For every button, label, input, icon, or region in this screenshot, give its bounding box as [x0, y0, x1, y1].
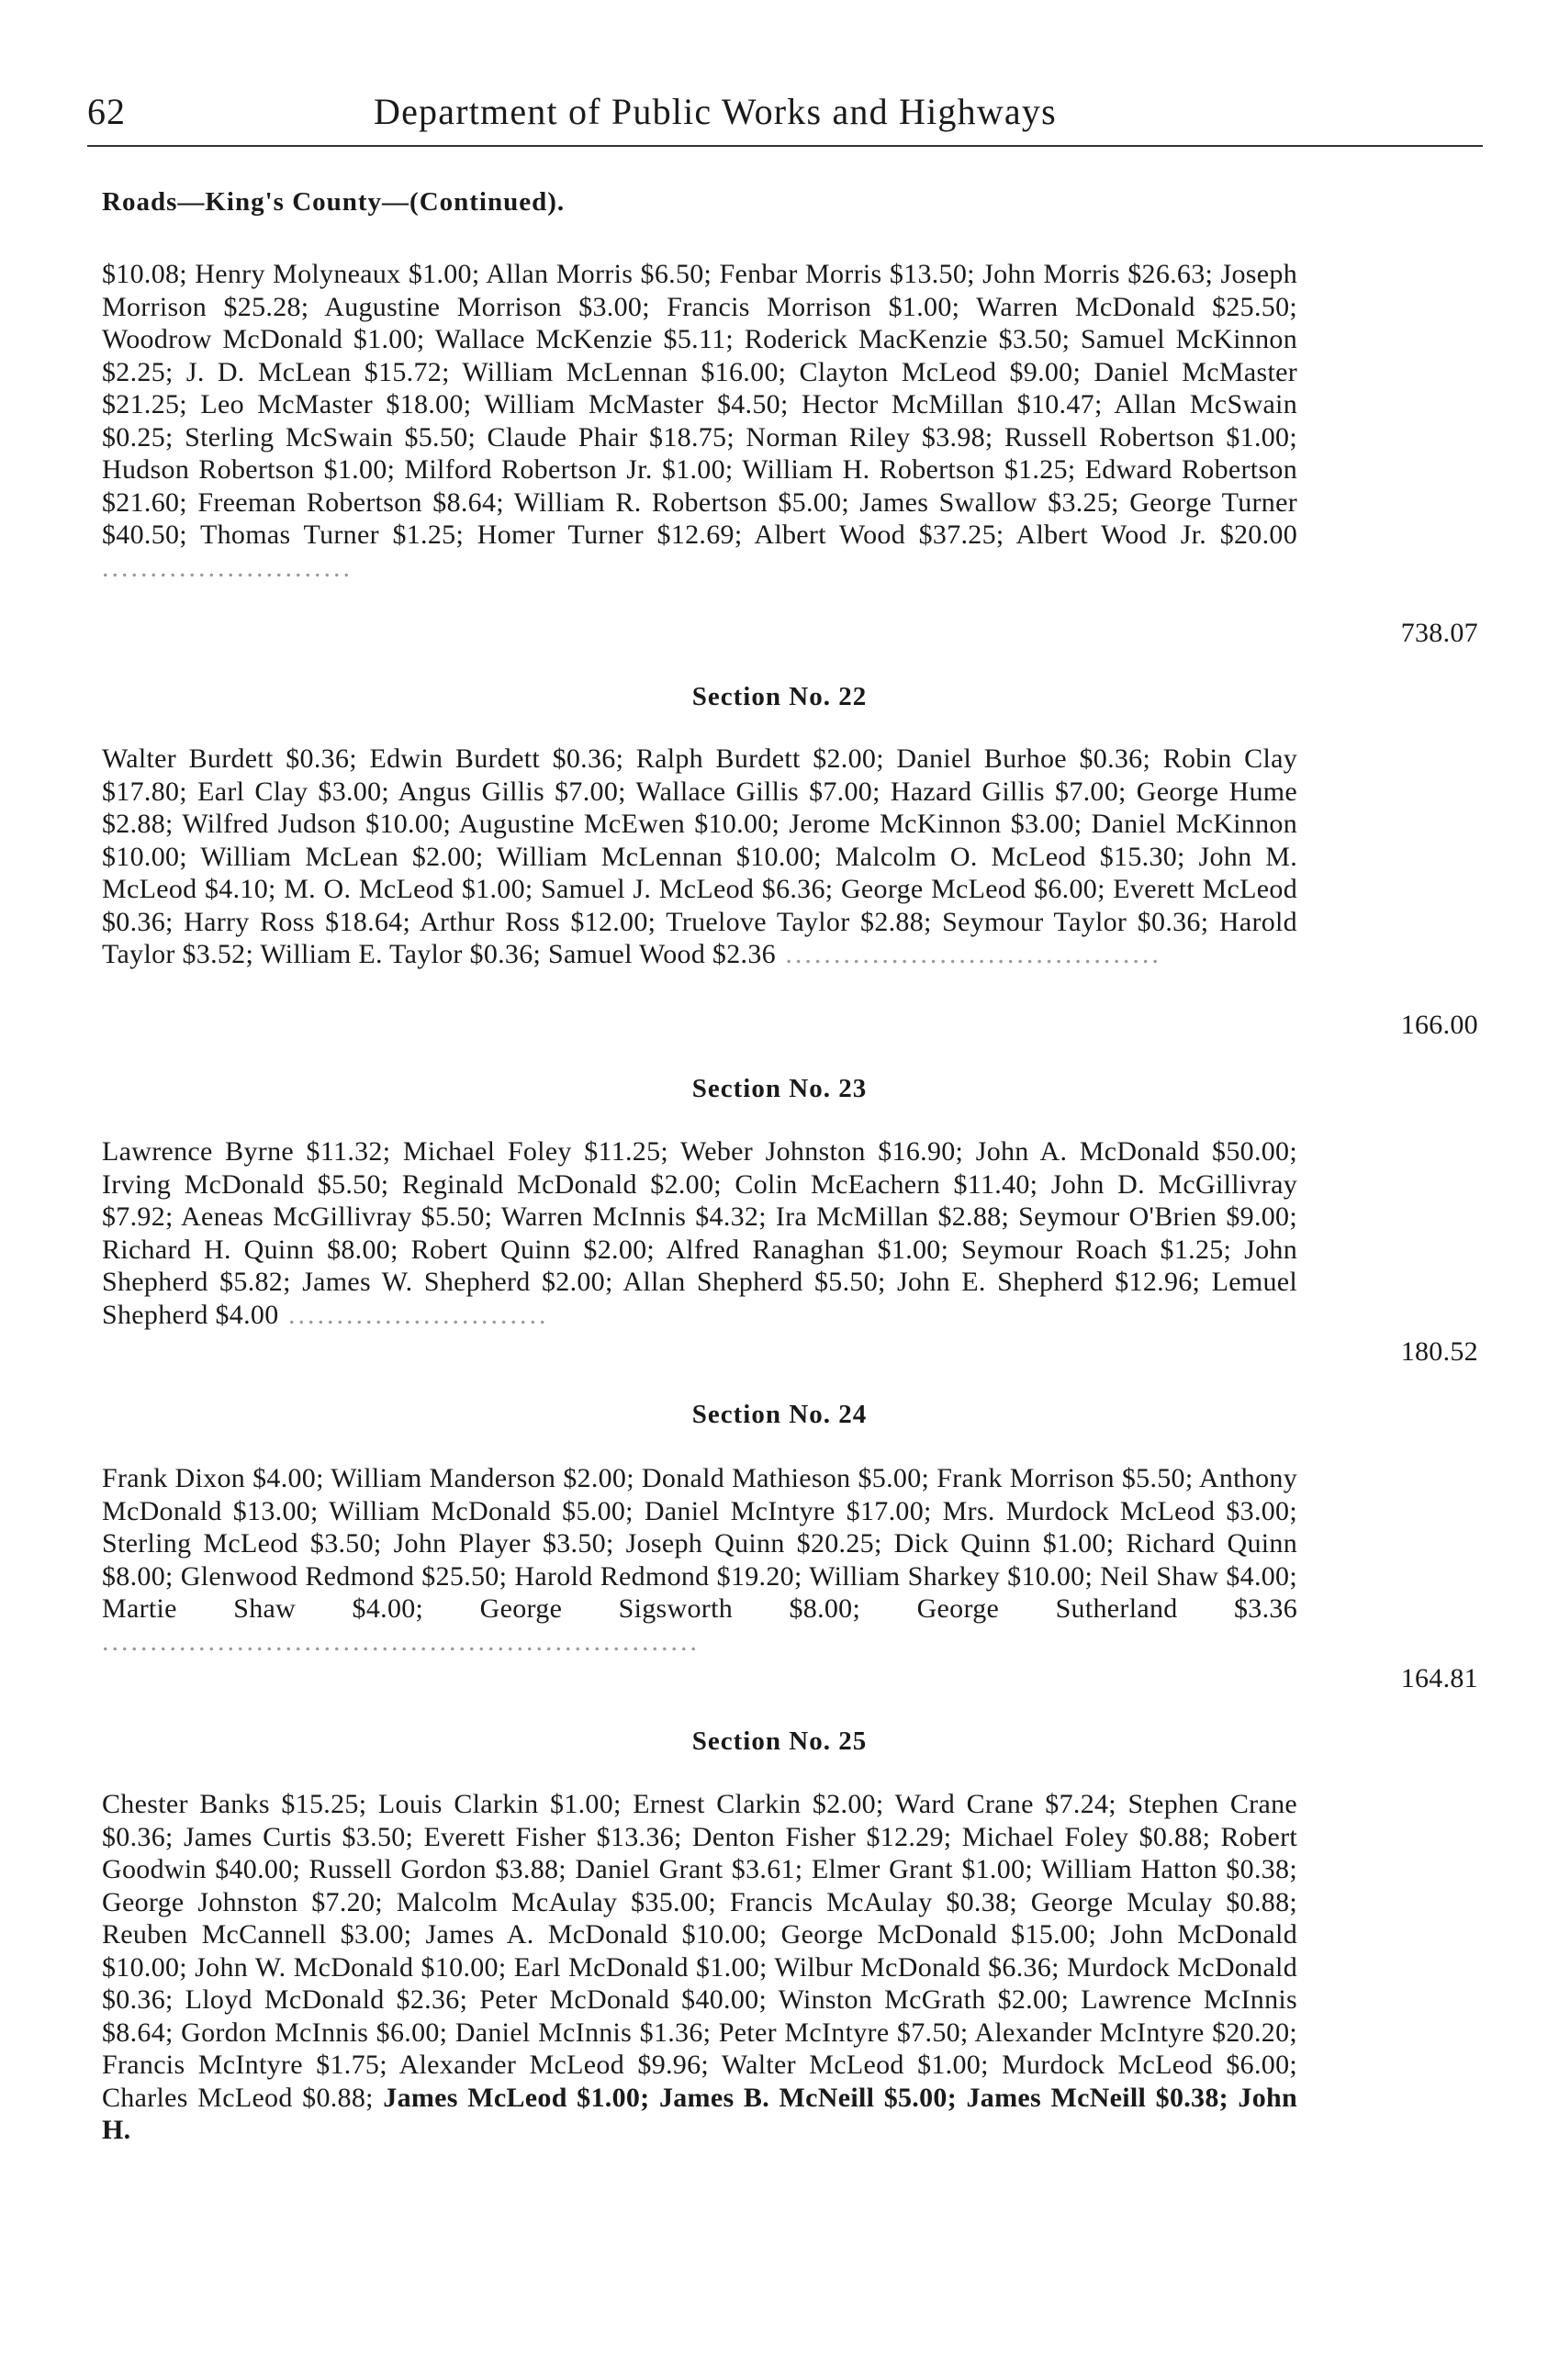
header-rule — [87, 145, 1483, 147]
entry-block — [102, 1135, 1297, 1331]
entry-text-bold: James McLeod $1.00; James B. McNeill $5.00; James McNeill $0.38; John H. — [102, 2082, 1297, 2145]
block-total: 738.07 — [1400, 618, 1478, 648]
section-heading: Section No. 22 — [691, 682, 868, 711]
continued-heading: Roads—King's County—(Continued). — [102, 187, 566, 217]
section-heading: Section No. 23 — [691, 1074, 868, 1103]
leader-dots: ....................................... — [775, 939, 1161, 969]
running-head-title: Department of Public Works and Highways — [374, 91, 1057, 132]
block-total: 164.81 — [1400, 1663, 1478, 1693]
section-heading: Section No. 24 — [691, 1400, 868, 1429]
leader-dots: ........................... — [278, 1299, 549, 1330]
entry-text: Lawrence Byrne $11.32; Michael Foley $11.25; Weber Johnston $16.90; John A. McDonald $50.00; Irving McDonald $5.50; Reginald McDonald $2.00; Colin McEachern $11.40; John D. McGillivray $7.92; Aeneas McGillivray $5.50; Warren McInnis $4.32; Ira McMillan $2.88; Seymour O'Brien $9.00; Richard H. Quinn $8.00; Robert Quinn $2.00; Alfred Ranaghan $1.00; Seymour Roach $1.25; John Shepherd $5.82; James W. Shepherd $2.00; Allan Shepherd $5.50; John E. Shepherd $12.96; Lemuel Shepherd $4.00 — [102, 1136, 1297, 1330]
block-total: 180.52 — [1400, 1336, 1478, 1367]
entry-text: $10.08; Henry Molyneaux $1.00; Allan Morris $6.50; Fenbar Morris $13.50; John Morris $26.63; Joseph Morrison $25.28; Augustine Morrison $3.00; Francis Morrison $1.00; Warren McDonald $25.50; Woodrow McDonald $1.00; Wallace McKenzie $5.11; Roderick MacKenzie $3.50; Samuel McKinnon $2.25; J. D. McLean $15.72; William McLennan $16.00; Clayton McLeod $9.00; Daniel McMaster $21.25; Leo McMaster $18.00; William McMaster $4.50; Hector McMillan $10.47; Allan McSwain $0.25; Sterling McSwain $5.50; Claude Phair $18.75; Norman Riley $3.98; Russell Robertson $1.00; Hudson Robertson $1.00; Milford Robertson Jr. $1.00; William H. Robertson $1.25; Edward Robertson $21.60; Freeman Robertson $8.64; William R. Robertson $5.00; James Swallow $3.25; George Turner $40.50; Thomas Turner $1.25; Homer Turner $12.69; Albert Wood $37.25; Albert Wood Jr. $20.00 — [102, 259, 1297, 550]
page-number: 62 — [87, 91, 126, 132]
leader-dots: .......................... — [102, 552, 353, 583]
entry-text: Frank Dixon $4.00; William Manderson $2.00; Donald Mathieson $5.00; Frank Morrison $5.50; Anthony McDonald $13.00; William McDonald $5.00; Daniel McIntyre $17.00; Mrs. Murdock McLeod $3.00; Sterling McLeod $3.50; John Player $3.50; Joseph Quinn $20.25; Dick Quinn $1.00; Richard Quinn $8.00; Glenwood Redmond $25.50; Harold Redmond $19.20; William Sharkey $10.00; Neil Shaw $4.00; Martie Shaw $4.00; George Sigsworth $8.00; George Sutherland $3.36 — [102, 1463, 1297, 1624]
block-total: 166.00 — [1400, 1010, 1478, 1040]
section-heading: Section No. 25 — [691, 1726, 868, 1756]
page-header — [87, 90, 1483, 145]
entry-block — [102, 1788, 1297, 2147]
entry-block — [102, 1462, 1297, 1658]
entry-block — [102, 258, 1297, 584]
entry-text: Chester Banks $15.25; Louis Clarkin $1.00; Ernest Clarkin $2.00; Ward Crane $7.24; Stephen Crane $0.36; James Curtis $3.50; Everett Fisher $13.36; Denton Fisher $12.29; Michael Foley $0.88; Robert Goodwin $40.00; Russell Gordon $3.88; Daniel Grant $3.61; Elmer Grant $1.00; William Hatton $0.38; George Johnston $7.20; Malcolm McAulay $35.00; Francis McAulay $0.38; George Mculay $0.88; Reuben McCannell $3.00; James A. McDonald $10.00; George McDonald $15.00; John McDonald $10.00; John W. McDonald $10.00; Earl McDonald $1.00; Wilbur McDonald $6.36; Murdock McDonald $0.36; Lloyd McDonald $2.36; Peter McDonald $40.00; Winston McGrath $2.00; Lawrence McInnis $8.64; Gordon McInnis $6.00; Daniel McInnis $1.36; Peter McIntyre $7.50; Alexander McIntyre $20.20; Francis McIntyre $1.75; Alexander McLeod $9.96; Walter McLeod $1.00; Murdock McLeod $6.00; Charles McLeod $0.88; — [102, 1789, 1297, 2113]
leader-dots: .............................................................. — [102, 1626, 700, 1657]
entry-block — [102, 743, 1297, 971]
entry-text: Walter Burdett $0.36; Edwin Burdett $0.36; Ralph Burdett $2.00; Daniel Burhoe $0.36; Robin Clay $17.80; Earl Clay $3.00; Angus Gillis $7.00; Wallace Gillis $7.00; Hazard Gillis $7.00; George Hume $2.88; Wilfred Judson $10.00; Augustine McEwen $10.00; Jerome McKinnon $3.00; Daniel McKinnon $10.00; William McLean $2.00; William McLennan $10.00; Malcolm O. McLeod $15.30; John M. McLeod $4.10; M. O. McLeod $1.00; Samuel J. McLeod $6.36; George McLeod $6.00; Everett McLeod $0.36; Harry Ross $18.64; Arthur Ross $12.00; Truelove Taylor $2.88; Seymour Taylor $0.36; Harold Taylor $3.52; William E. Taylor $0.36; Samuel Wood $2.36 — [102, 743, 1297, 969]
